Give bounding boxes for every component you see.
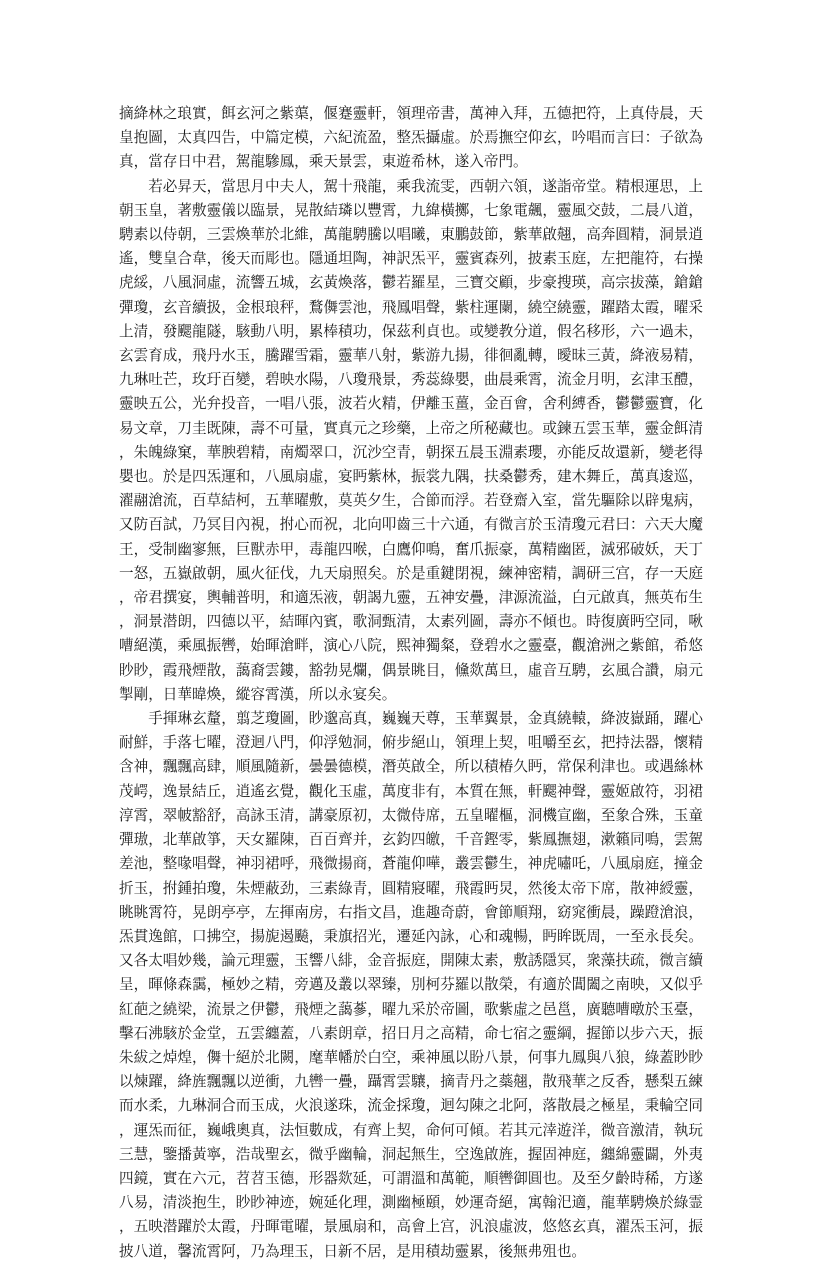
paragraph-1: 摘絳林之琅實，餌玄河之紫蕖，偃蹇靈軒，領理帝書，萬神入拜，五德把符，上真侍晨，天皇抱圖，太真四告，中篇定模，六紀流盈，整炁攝虛。於焉撫空仰玄，吟唱而言曰：子欲為真，當存日中君，駕龍驂鳳，乘天景雲，東遊希林，遂入帝門。 [119,105,703,171]
paragraph-3: 手揮琳玄釐，翦芝瓊圖，眇邈高真，巍巍天尊，玉華翼景，金真繞轅，絳波嶽踊，躍心耐鮮，手落七曜，澄迴八門，仰浮勉洞，俯步絕山，領理上契，咀嚼至玄，把持法器，懷精含神，飄飄高肆，順風隨新，曇曇德模，潛英啟全，所以積椿久眄，常保利津也。或遇絲林茂崿，逸景結丘，逍遙玄覺，觀化玉虛，萬度非有，本質在無，軒颸神聲，靈姬啟符，羽裙淳霄，翠帔豁舒，高詠玉清，講豪原初，太微侍席，五皇曜樞，洞機宣幽，至象合殊，玉童彈璈，北華啟箏，天女羅陳，百百齊并，玄鈞四皦，千音鏗零，紫鳳撫翅，漱籟同鳴，雲駕差池，整喙唱聲，神羽裙呼，飛微揚商，蒼龍仰嘩，叢雲鬱生，神虎嘯吒，八風扇庭，撞金折玉，拊鍾拍瓊，朱煙蔽劲，三素綠青，圓精寢曜，飛霞眄炅，然後太帝下席，散神綬靈，眺眺霄符，晃朗亭亭，左揮南房，右指文昌，進趣奇蔚，會節順翔，窈窕衝晨，躁蹬滄浪，炁貫逸館，口拂空，揚旎遏飈，秉旗招光，遷延內詠，心和魂暢，眄眸既周，一至永長矣。又各太唱妙幾，論元理靈，玉響八緋，金音振庭，開陳太素，敷誘隱冥，衆藻扶疏，微言續呈，暉條森靄，極妙之精，旁邁及叢以翠臻，別柯芬羅以散榮，有適於閶闔之南映，又似乎紅葩之繞梁，流景之伊鬱，飛煙之藹蔘，曜九采於帝圖，歌紫虛之邑邕，廣聽嘈暾於玉臺，擊石沸駭於金堂，五雲纏蓋，八素朗章，招日月之高精，命七宿之靈綱，握節以步六天，振朱紱之焯煌，儛十絕於北闕，麾華幡於白空，乘神風以盼八景，何事九鳳與八狼，綠蓋眇眇以煉躍，絳旌飄飄以逆衝，九轡一疊，躡霄雲驤，摘青丹之蘂翹，散飛華之反香，懸梨五練而水柔，九琳洞合而玉成，火浪遂珠，流金採瓊，迴勾陳之北阿，落散晨之極星，秉輪空同，運炁而征，巍峨奧真，法恒數成，有齊上契，命何可傾。若其元涬遊洋，微音激清，執玩三慧，鑒播黃寧，浩哉聖玄，微乎幽輪，洞起無生，空逸啟旌，握固神庭，纏綿靈闢，外夷四鏡，實在六元，苕苕玉德，形器欻延，可謂溫和萬範，順轡御圓也。及至夕齡時稀，方遂八易，清淡抱生，眇眇神迹，婉延化理，測幽極頤，妙運奇絕，寓翰汜適，龍華騁煥於綠霊，五映潜躍於太霞，丹暉電曜，景風扇和，高會上宫，汎浪虛波，悠悠玄真，濯炁玉河，振披八道，馨流霄阿，乃為理玉，日新不居，是用積劫靈累，後無弗殂也。 [119,710,703,1260]
document-page [119,102,703,1260]
paragraph-2: 若必昇天，當思月中夫人，駕十飛龍，乘我流雯，西朝六領，遂詣帝堂。精根運思，上朝玉皇，著敷靈儀以臨景，晃散結璘以豐霄，九緯橫擲，七象電飆，靈風交鼓，二晨八道，騁素以侍朝，三雲煥華於北維，萬龍騁騰以唱曦，東鵬鼓節，紫華啟翹，高奔圓精，洞景逍遙，雙皇合韋，後天而彫也。隱通坦陶，神訳炁平，靈賓森列，披素玉庭，左把龍符，右操虎綏，八風洞虛，流響五城，玄黃煥落，鬱若羅星，三寶交顧，步豪搜瑛，高宗拔藻，鎗鎗彈瓊，玄音續扱，金根琅秤，鶩儛雲池，飛鳳唱聲，紫柱運闌，繞空繞靈，躍踏太霞，曜采上清，發颸龍隧，駭動八明，累棒積功，保茲利貞也。或變教分道，假名移形，六一過未，玄雲育成，飛丹水玉，騰躍雪霜，靈華八射，紫游九揚，徘徊亂轉，曖昧三黃，絳液易精，九琳吐芒，玫玗百變，碧映水陽，八瓊飛景，秀蕊綠嬰，曲晨乘霄，流金月明，玄津玉醴，靈映五公，光弁投音，一唱八張，波若火精，伊離玉薑，金百會，舍利縛香，鬱鬱靈寶，化易文章，刀圭既陳，壽不可量，實真元之珍藥，上帝之所秘藏也。或鍊五雲玉華，靈金餌清，朱魄綠窠，華腴碧精，南燭翠口，沉沙空青，朝探五晨玉淵素瓔，亦能反故還新，變老得嬰也。於是四炁運和，八風扇虛，宴眄紫林，振裳九隅，扶桑鬱秀，建木舞丘，萬真逡巡，濯翮滄流，百草結柯，五華曜敷，莫英夕生，合節而浮。若登齋入室，當先驅除以辟鬼病，又防百試，乃冥目內視，拊心而祝，北向叩齒三十六通，有微言於玉清瓊元君曰：六天大魔王，受制幽寥無，巨獸赤甲，毒龍四喉，白鷹仰鳴，奮爪振豪，萬精幽匿，滅邪破妖，天丁一怒，五嶽啟朝，風火征伐，九天扇照矣。於是重鍵閉視，練神密精，調研三宫，存一天庭，帝君撰宴，輿輔普明，和適炁液，朝謁九靈，五神安疊，津源流溢，白元啟真，無英布生，洞景潜朗，四德以平，結暉內賓，歌洞甄清，太素列圖，壽亦不傾也。時復廣眄空同，啾嘈絕漢，乘風振轡，始暉滄畔，演心八院，熙神獨粲，登碧水之靈臺，觀滄洲之紫館，希悠眇眇，霞飛煙散，藹裔雲鏤，豁勃晃爛，偶景眺目，儵欻萬旦，虛音互騁，玄風合讚，扇元掣剛，日華暐煥，縱容霄漢，所以永宴矣。 [119,177,703,703]
